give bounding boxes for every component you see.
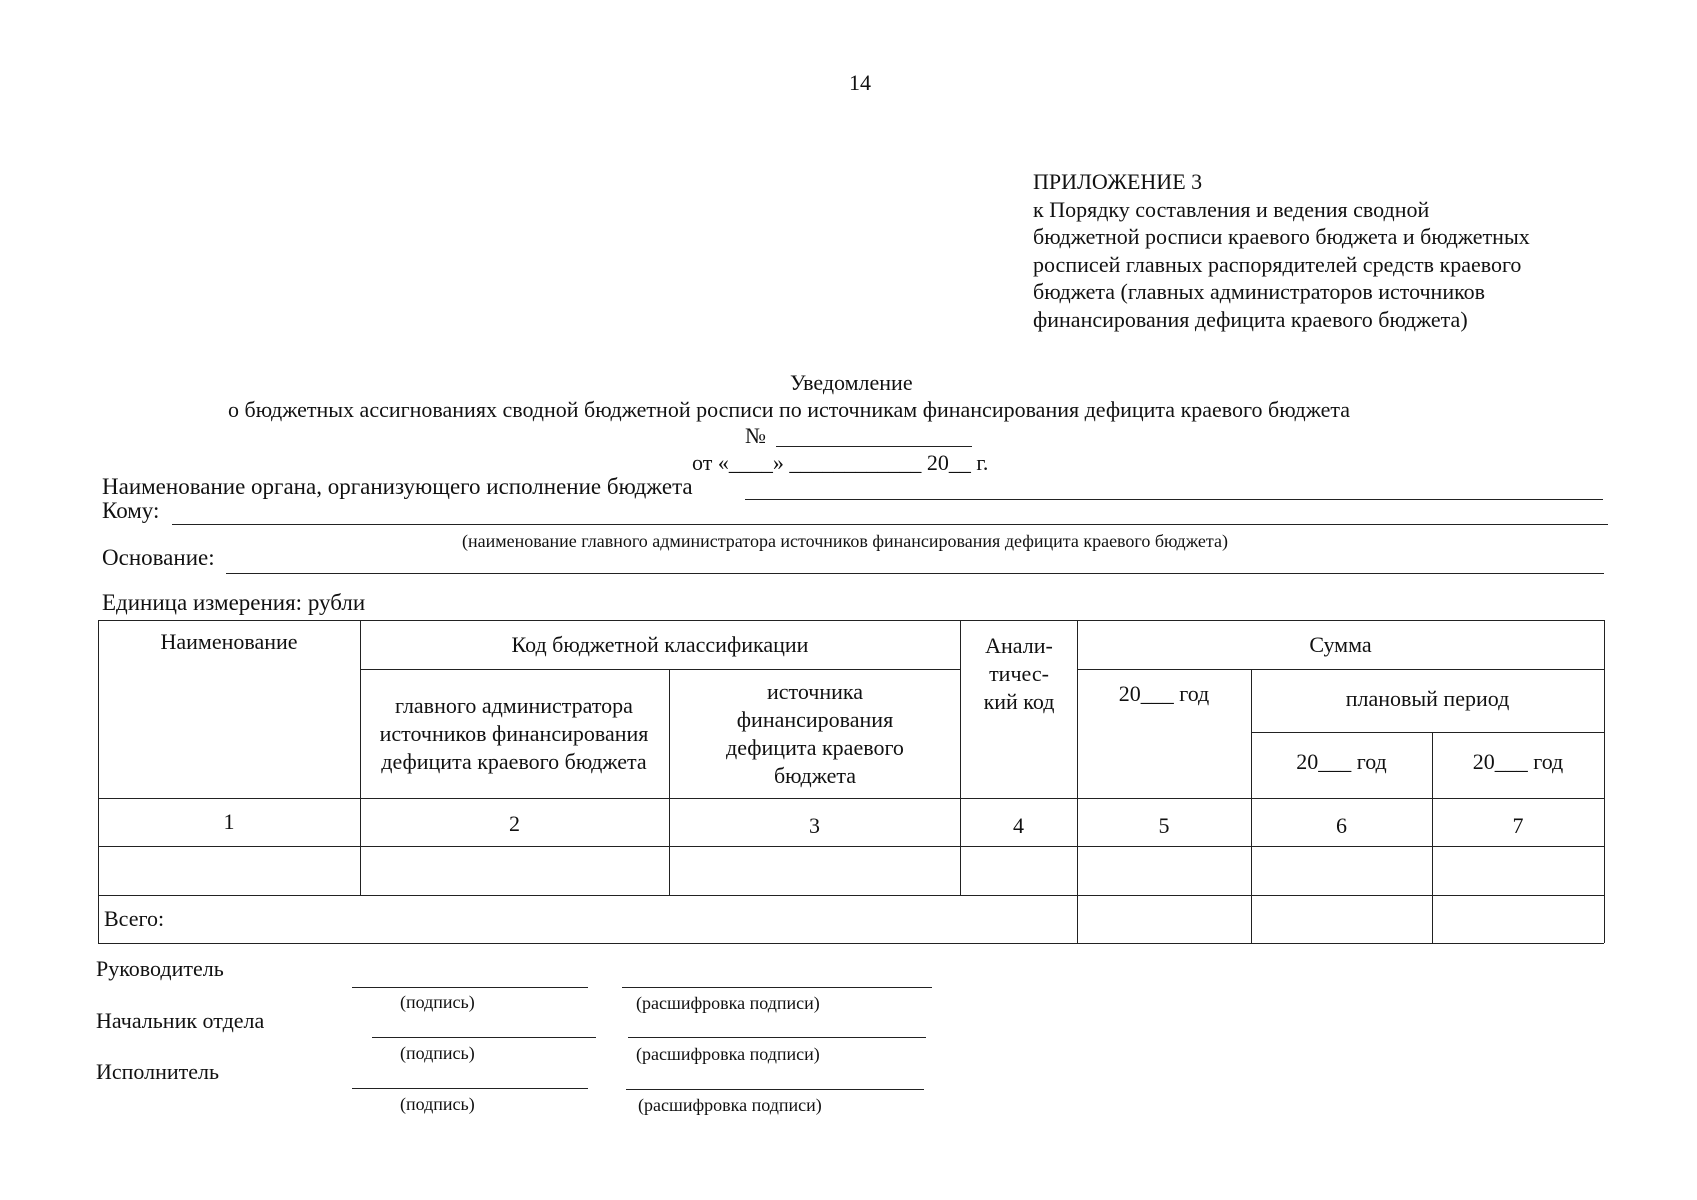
header-year: 20___ год	[1118, 681, 1210, 706]
signature-role-department: Начальник отдела	[96, 1008, 265, 1033]
column-number: 5	[1158, 813, 1170, 838]
basis-field[interactable]	[226, 573, 1604, 574]
notice-subtitle: о бюджетных ассигнованиях сводной бюджетной росписи по источникам финансирования дефицита краевого бюджета	[228, 397, 1351, 422]
header-code-source: источника финансирования дефицита краевого бюджета	[726, 679, 904, 788]
signature-hint: (подпись)	[400, 1043, 475, 1063]
total-label: Всего:	[104, 906, 165, 931]
decode-line-executor[interactable]	[626, 1089, 924, 1090]
table-row[interactable]	[98, 847, 1604, 894]
appendix-line: бюджета (главных администраторов источников	[1033, 279, 1486, 304]
column-number: 6	[1336, 813, 1347, 838]
organ-label: Наименование органа, организующего исполнение бюджета	[102, 474, 693, 499]
table-line	[98, 895, 1604, 896]
signature-hint: (подпись)	[400, 1094, 475, 1114]
signature-role-head: Руководитель	[96, 956, 224, 981]
appendix-line: финансирования дефицита краевого бюджета)	[1033, 306, 1468, 332]
appendix-line: бюджетной росписи краевого бюджета и бюджетных	[1033, 224, 1530, 249]
signature-role-executor: Исполнитель	[96, 1059, 220, 1084]
date-line: от «____» ____________ 20__ г.	[692, 450, 989, 475]
organ-field[interactable]	[745, 499, 1603, 500]
header-plan-year1: 20___ год	[1296, 749, 1387, 774]
signature-hint: (подпись)	[400, 992, 475, 1012]
decode-hint: (расшифровка подписи)	[636, 993, 820, 1013]
table-border-right	[1604, 620, 1605, 943]
header-plan: плановый период	[1345, 686, 1510, 711]
to-hint: (наименование главного администратора источников финансирования дефицита краевого бюджета)	[462, 531, 1228, 551]
decode-hint: (расшифровка подписи)	[638, 1095, 822, 1115]
decode-line-head[interactable]	[622, 987, 932, 988]
header-sum: Сумма	[1309, 631, 1372, 657]
signature-line-executor[interactable]	[352, 1088, 588, 1089]
unit-label: Единица измерения: рубли	[102, 590, 366, 615]
header-plan-year2: 20___ год	[1472, 749, 1564, 774]
page-number: 14	[849, 70, 871, 95]
basis-label: Основание:	[102, 545, 215, 570]
appendix-title: ПРИЛОЖЕНИЕ 3	[1033, 169, 1203, 194]
column-number: 3	[809, 813, 820, 838]
header-code: Код бюджетной классификации	[511, 631, 809, 657]
table-border-left	[98, 620, 99, 943]
number-label: №	[745, 423, 766, 448]
number-field[interactable]	[776, 446, 972, 447]
appendix-block	[1033, 168, 1530, 333]
decode-line-department[interactable]	[628, 1037, 926, 1038]
appendix-line: к Порядку составления и ведения сводной	[1033, 196, 1430, 222]
column-number: 4	[1013, 813, 1024, 838]
appendix-line: росписей главных распорядителей средств краевого	[1033, 251, 1522, 277]
to-label: Кому:	[102, 498, 160, 523]
to-field[interactable]	[172, 524, 1608, 525]
signature-line-department[interactable]	[372, 1037, 596, 1038]
header-code-admin: главного администратора источников финансирования дефицита краевого бюджета	[379, 693, 649, 774]
decode-hint: (расшифровка подписи)	[636, 1044, 820, 1064]
table-line	[360, 669, 960, 670]
table-border-bottom	[98, 943, 1604, 944]
column-number: 1	[223, 809, 235, 834]
signature-line-head[interactable]	[352, 987, 588, 988]
header-name: Наименование	[160, 629, 298, 654]
notice-title: Уведомление	[790, 370, 913, 395]
header-analytic: Анали-тичес-кий код	[983, 633, 1055, 714]
column-number: 7	[1512, 813, 1524, 838]
column-number: 2	[509, 811, 520, 836]
